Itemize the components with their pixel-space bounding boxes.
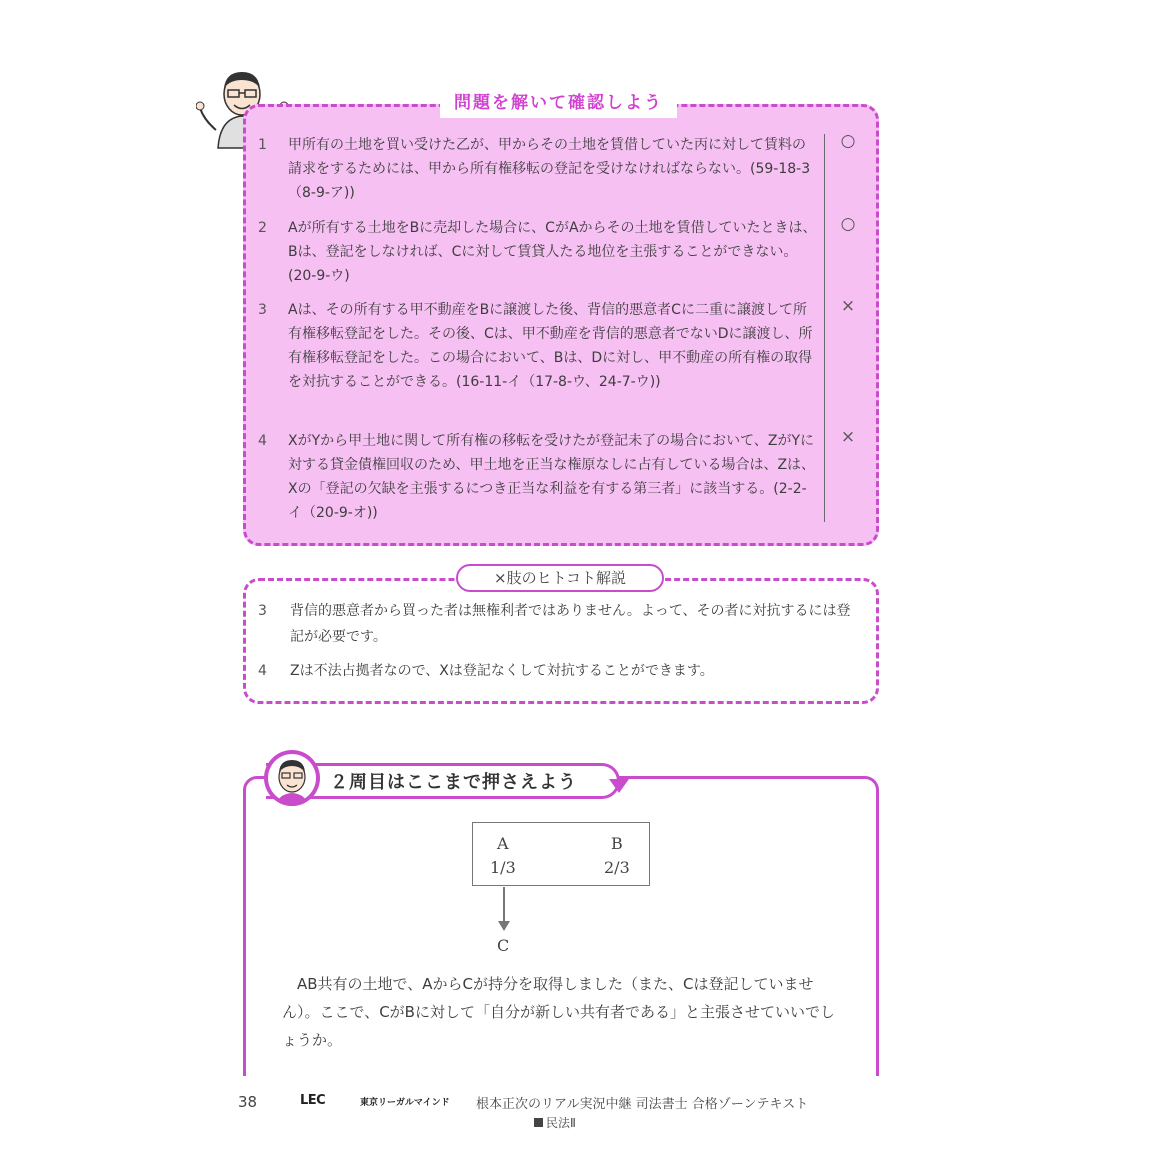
arrow-down-icon: [498, 921, 510, 931]
publisher-logo: LEC: [300, 1093, 326, 1108]
volume-label: 民法Ⅱ: [546, 1116, 576, 1130]
answer-mark: ×: [840, 296, 856, 316]
question-number: 3: [258, 302, 267, 318]
diagram-share-b: 2/3: [604, 858, 630, 877]
explanation-item: [258, 658, 858, 684]
question-number: 1: [258, 137, 267, 153]
question-item: [258, 133, 818, 205]
section-arrow-icon: [609, 779, 629, 793]
question-number: 4: [258, 433, 267, 449]
diagram-arrow-line: [503, 887, 505, 925]
question-item: [258, 216, 818, 288]
section-title: ２周目はここまで押さえよう: [330, 772, 577, 793]
explanation-number: 3: [258, 603, 267, 619]
teacher-face-icon: [264, 750, 320, 806]
book-volume: [534, 1114, 576, 1131]
answer-mark: ○: [840, 214, 856, 234]
publisher-name: 東京リーガルマインド: [360, 1098, 450, 1108]
question-item: [258, 298, 818, 394]
section-body-text: AB共有の土地で、AからCが持分を取得しました（また、Cは登記していません）。ここで、CがBに対して「自分が新しい共有者である」と主張させていいでしょうか。: [282, 975, 835, 1049]
answer-mark: ×: [840, 427, 856, 447]
question-text: Aが所有する土地をBに売却した場合に、CがAからその土地を賃借していたときは、Bは、登記をしなければ、Cに対して賃貸人たる地位を主張することができない。(20-9-ウ): [288, 220, 817, 284]
diagram-label-a: A: [497, 834, 509, 853]
explanation-number: 4: [258, 663, 267, 679]
qa-title: 問題を解いて確認しよう: [440, 88, 677, 118]
qa-answer-divider: [824, 134, 825, 522]
explanation-text: 背信的悪意者から買った者は無権利者ではありません。よって、その者に対抗するには登記が必要です。: [290, 603, 851, 645]
avatar: [264, 750, 320, 806]
answer-mark: ○: [840, 131, 856, 151]
question-text: XがYから甲土地に関して所有権の移転を受けたが登記未了の場合において、ZがYに対する貸金債権回収のため、甲土地を正当な権原なしに占有している場合は、Zは、Xの「登記の欠缺を主張するにつき正当な利益を有する第三者」に該当する。(2-2-イ（20-9-オ)): [288, 433, 816, 521]
page-number: 38: [238, 1093, 258, 1111]
diagram-share-a: 1/3: [490, 858, 516, 877]
square-bullet-icon: [534, 1118, 543, 1127]
explanation-title: ×肢のヒトコト解説: [456, 564, 664, 592]
question-item: [258, 429, 818, 525]
explanation-text: Zは不法占拠者なので、Xは登記なくして対抗することができます。: [290, 663, 714, 679]
question-text: Aは、その所有する甲不動産をBに譲渡した後、背信的悪意者Cに二重に譲渡して所有権移転登記をした。その後、Cは、甲不動産を背信的悪意者でないDに譲渡し、所有権移転登記をした。この場合において、Bは、Dに対し、甲不動産の所有権の取得を対抗することができる。(16-11-イ（17-8-ウ、24-7-ウ)): [288, 302, 813, 390]
diagram-label-c: C: [497, 936, 510, 955]
question-text: 甲所有の土地を買い受けた乙が、甲からその土地を賃借していた丙に対して賃料の請求をするためには、甲から所有権移転の登記を受けなければならない。(59-18-3（8-9-ア)): [288, 137, 811, 201]
explanation-item: [258, 598, 858, 650]
diagram-label-b: B: [611, 834, 623, 853]
book-title: 根本正次のリアル実況中継 司法書士 合格ゾーンテキスト: [476, 1097, 809, 1112]
question-number: 2: [258, 220, 267, 236]
